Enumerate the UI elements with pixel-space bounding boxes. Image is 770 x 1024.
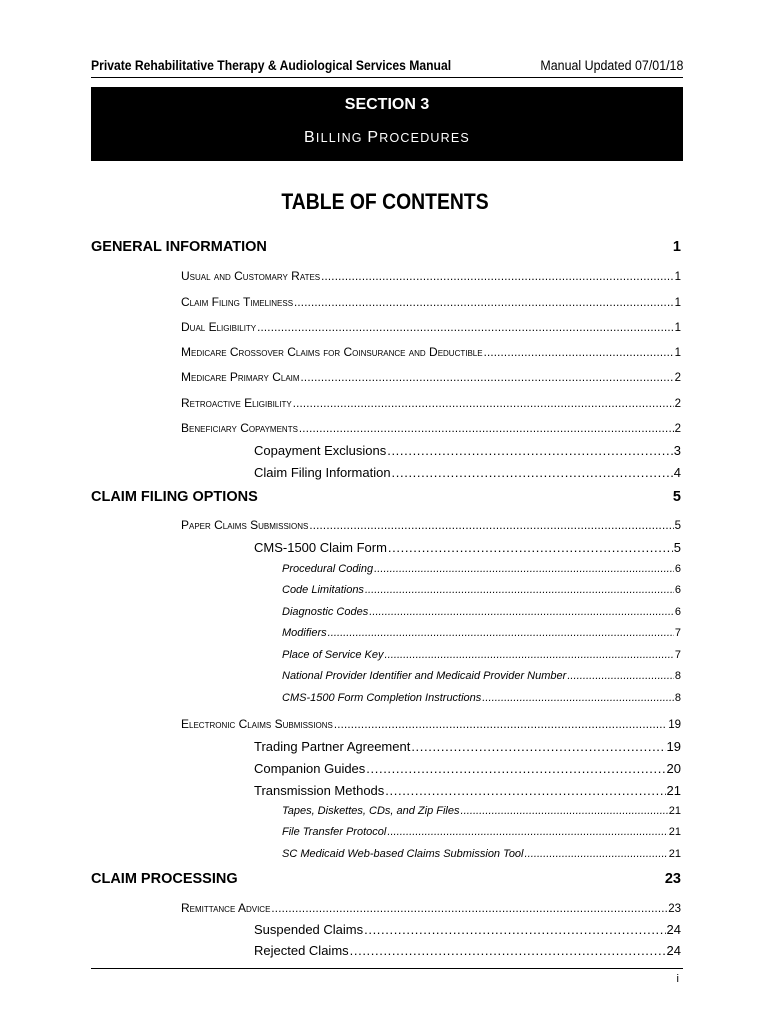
toc-entry-label: Trading Partner Agreement — [254, 739, 411, 754]
toc-entry-label: Procedural Coding — [282, 563, 374, 575]
toc-entry-dual-eligibility[interactable] — [181, 320, 681, 336]
toc-entry-label: Claim Filing Information — [254, 465, 391, 480]
toc-entry-label: Rejected Claims — [254, 943, 349, 958]
toc-entry-npi-provider-number[interactable] — [282, 670, 681, 683]
toc-entry-cms-1500-claim-form[interactable] — [254, 540, 681, 556]
toc-page-number: 8 — [674, 692, 681, 704]
toc-entry-label: CMS-1500 Form Completion Instructions — [282, 692, 482, 704]
toc-entry-label: Beneficiary Copayments — [181, 421, 298, 435]
toc-entry-rejected-claims[interactable] — [254, 943, 681, 959]
toc-entry-transmission-methods[interactable] — [254, 783, 681, 799]
toc-page-number: 6 — [674, 606, 681, 618]
toc-entry-trading-partner-agreement[interactable] — [254, 739, 681, 755]
toc-page-number: 23 — [668, 903, 681, 915]
toc-page-number: 2 — [674, 423, 681, 435]
toc-page-number: 1 — [674, 347, 681, 359]
toc-page-number: 8 — [674, 670, 681, 682]
toc-leader — [525, 848, 668, 861]
toc-entry-label: CMS-1500 Claim Form — [254, 540, 387, 555]
toc-entry-companion-guides[interactable] — [254, 761, 681, 777]
toc-entry-label: Companion Guides — [254, 761, 366, 776]
toc-leader — [385, 649, 674, 662]
toc-entry-label: Paper Claims Submissions — [181, 518, 309, 532]
toc-entry-electronic-claims-submissions[interactable] — [181, 717, 681, 733]
toc-leader — [301, 372, 674, 386]
section-title-cap-p: P — [367, 129, 380, 146]
toc-page-number: 6 — [674, 584, 681, 596]
toc-leader — [392, 465, 673, 481]
toc-entry-medicare-crossover[interactable] — [181, 345, 681, 361]
toc-entry-copayment-exclusions[interactable] — [254, 443, 681, 459]
toc-leader — [294, 297, 674, 311]
toc-leader — [484, 347, 674, 361]
toc-entry-label: Medicare Primary Claim — [181, 370, 300, 384]
toc-heading-label: CLAIM PROCESSING — [91, 871, 238, 887]
section-title — [91, 129, 683, 147]
footer-page-number: i — [676, 973, 679, 985]
toc-leader — [299, 423, 674, 437]
section-title-rest-p: ROCEDURES — [379, 131, 470, 145]
toc-entry-paper-claims-submissions[interactable] — [181, 518, 681, 534]
toc-page-number: 21 — [668, 826, 681, 838]
toc-entry-medicare-primary-claim[interactable] — [181, 370, 681, 386]
toc-entry-file-transfer-protocol[interactable] — [282, 826, 681, 839]
toc-heading-label: GENERAL INFORMATION — [91, 239, 267, 255]
toc-heading-claim-processing[interactable] — [91, 871, 681, 887]
toc-entry-label: Electronic Claims Submissions — [181, 717, 333, 731]
toc-leader — [369, 606, 674, 619]
toc-entry-procedural-coding[interactable] — [282, 563, 681, 576]
toc-entry-label: Code Limitations — [282, 584, 364, 596]
toc-leader — [321, 271, 673, 285]
toc-entry-label: File Transfer Protocol — [282, 826, 387, 838]
toc-entry-cms-1500-instructions[interactable] — [282, 692, 681, 705]
toc-entry-retroactive-eligibility[interactable] — [181, 396, 681, 412]
section-banner — [91, 87, 683, 161]
toc-page-number: 1 — [674, 297, 681, 309]
toc-leader — [374, 563, 674, 576]
toc-entry-label: Dual Eligibility — [181, 320, 257, 334]
toc-leader — [365, 584, 674, 597]
toc-leader — [567, 670, 674, 683]
toc-entry-beneficiary-copayments[interactable] — [181, 421, 681, 437]
toc-entry-modifiers[interactable] — [282, 627, 681, 640]
toc-entry-label: Medicare Crossover Claims for Coinsurance and Deductible — [181, 345, 483, 359]
toc-entry-label: Transmission Methods — [254, 783, 385, 798]
manual-title: Private Rehabilitative Therapy & Audiological Services Manual — [91, 58, 452, 73]
toc-entry-tapes-diskettes[interactable] — [282, 805, 681, 818]
toc-page-number: 24 — [666, 922, 681, 937]
toc-entry-label: Diagnostic Codes — [282, 606, 369, 618]
toc-page-number: 19 — [666, 739, 681, 754]
footer-rule — [91, 968, 683, 969]
toc-entry-label: Claim Filing Timeliness — [181, 295, 294, 309]
toc-page-number: 24 — [666, 943, 681, 958]
toc-leader — [364, 922, 665, 938]
section-title-rest-b: ILLING — [315, 131, 368, 145]
toc-heading-label: CLAIM FILING OPTIONS — [91, 489, 258, 505]
toc-heading-claim-filing-options[interactable] — [91, 489, 681, 505]
toc-entry-label: Place of Service Key — [282, 649, 384, 661]
toc-page-number: 19 — [668, 719, 681, 731]
toc-page-number: 20 — [666, 761, 681, 776]
toc-page-number: 1 — [674, 322, 681, 334]
toc-entry-label: National Provider Identifier and Medicaid Provider Number — [282, 670, 567, 682]
toc-page-number: 7 — [674, 649, 681, 661]
toc-page-number: 1 — [674, 271, 681, 283]
toc-page-number: 2 — [674, 398, 681, 410]
toc-page-number: 21 — [668, 805, 681, 817]
manual-updated-date: Manual Updated 07/01/18 — [540, 58, 683, 73]
section-title-cap-b: B — [304, 129, 316, 146]
toc-page-number: 5 — [673, 540, 681, 555]
section-number: SECTION 3 — [344, 96, 430, 113]
toc-leader — [257, 322, 673, 336]
toc-leader — [482, 692, 674, 705]
toc-entry-claim-filing-timeliness[interactable] — [181, 295, 681, 311]
toc-entry-label: Modifiers — [282, 627, 327, 639]
toc-page-number: 23 — [664, 871, 681, 887]
toc-entry-label: Tapes, Diskettes, CDs, and Zip Files — [282, 805, 460, 817]
toc-leader — [328, 627, 674, 640]
toc-entry-label: Suspended Claims — [254, 922, 364, 937]
toc-entry-code-limitations[interactable] — [282, 584, 681, 597]
toc-page-number: 5 — [672, 489, 681, 505]
toc-leader — [387, 443, 673, 459]
toc-heading-general-information[interactable] — [91, 239, 681, 255]
toc-entry-place-of-service-key[interactable] — [282, 649, 681, 662]
toc-entry-label: Copayment Exclusions — [254, 443, 387, 458]
toc-entry-label: SC Medicaid Web-based Claims Submission Tool — [282, 848, 524, 860]
toc-entry-usual-customary-rates[interactable] — [181, 269, 681, 285]
toc-leader — [271, 903, 667, 917]
toc-leader — [385, 783, 665, 799]
toc-leader — [309, 520, 673, 534]
toc-entry-web-submission-tool[interactable] — [282, 848, 681, 861]
toc-page-number: 2 — [674, 372, 681, 384]
toc-page-number: 1 — [672, 239, 681, 255]
toc-entry-label: Remittance Advice — [181, 901, 271, 915]
toc-leader — [411, 739, 665, 755]
toc-leader — [293, 398, 674, 412]
toc-leader — [366, 761, 665, 777]
toc-page-number: 21 — [668, 848, 681, 860]
toc-entry-suspended-claims[interactable] — [254, 922, 681, 938]
toc-entry-label: Retroactive Eligibility — [181, 396, 292, 410]
toc-page-number: 21 — [666, 783, 681, 798]
toc-leader — [334, 719, 667, 733]
toc-entry-diagnostic-codes[interactable] — [282, 606, 681, 619]
toc-entry-claim-filing-information[interactable] — [254, 465, 681, 481]
toc-leader — [350, 943, 666, 959]
toc-entry-remittance-advice[interactable] — [181, 901, 681, 917]
header-rule — [91, 77, 683, 78]
toc-leader — [461, 805, 668, 818]
toc-page-number: 3 — [673, 443, 681, 458]
toc-page-number: 4 — [673, 465, 681, 480]
toc-title: TABLE OF CONTENTS — [281, 189, 489, 214]
toc-leader — [387, 826, 667, 839]
toc-page-number: 6 — [674, 563, 681, 575]
toc-page-number: 7 — [674, 627, 681, 639]
toc-entry-label: Usual and Customary Rates — [181, 269, 321, 283]
toc-page-number: 5 — [674, 520, 681, 532]
toc-leader — [388, 540, 673, 556]
